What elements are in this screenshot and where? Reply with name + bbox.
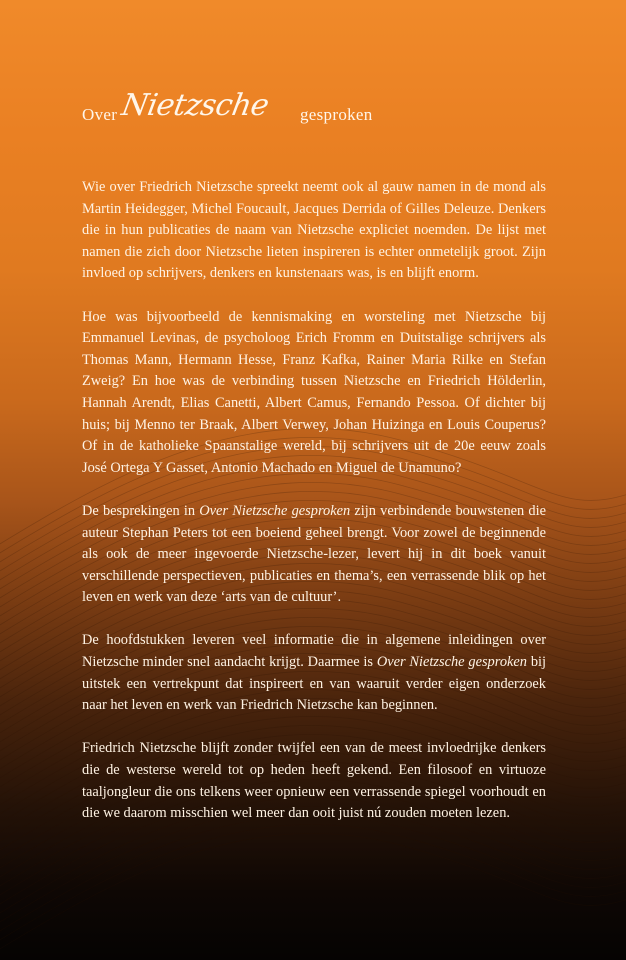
paragraph-text: bij uitstek een vertrekpunt dat inspireert en van waaruit verder eigen onderzoek naar het leven en werk van Friedrich Nietzsche kan beginnen. [82, 654, 547, 714]
paragraph-2 [82, 307, 546, 480]
title-word-over: Over [82, 105, 118, 124]
paragraph-1 [82, 177, 546, 285]
paragraph-text: Friedrich Nietzsche blijft zonder twijfel een van de meest invloedrijke denkers die de westerse wereld tot op heden heeft gekend. Een filosoof en virtuoze taaljongleur die ons telkens weer opnieuw een verrassende spiegel voorhoudt en die we daarom misschien wel meer dan ooit juist nú zouden moeten lezen. [82, 740, 546, 822]
paragraph-text: De hoofdstukken leveren veel informatie die in algemene inleidingen over Nietzsche minder snel aandacht krijgt. Daarmee is [82, 632, 546, 671]
book-title-italic: Over Nietzsche gesproken [199, 502, 351, 519]
title-word-gesproken: gesproken [300, 105, 373, 124]
paragraph-text: Wie over Friedrich Nietzsche spreekt neemt ook al gauw namen in de mond als Martin Heidegger, Michel Foucault, Jacques Derrida of Gilles Deleuze. Denkers die in hun publicaties de naam van Nietzsche expliciet noemden. De lijst met namen die zich door Nietzsche lieten inspireren is echter onmetelijk groot. Zijn invloed op schrijvers, denkers en kunstenaars was, is en blijft enorm. [82, 179, 546, 282]
title-script-nietzsche: Nietzsche [118, 88, 272, 123]
paragraph-5 [82, 738, 546, 824]
book-title [82, 88, 542, 148]
paragraph-4 [82, 630, 546, 716]
paragraph-text: Hoe was bijvoorbeeld de kennismaking en worsteling met Nietzsche bij Emmanuel Levinas, de psycholoog Erich Fromm en Duitstalige schrijvers als Thomas Mann, Hermann Hesse, Franz Kafka, Rainer Maria Rilke en Stefan Zweig? En hoe was de verbinding tussen Nietzsche en Friedrich Hölderlin, Hannah Arendt, Elias Canetti, Albert Camus, Fernando Pessoa. Of dichter bij huis; bij Menno ter Braak, Albert Verwey, Johan Huizinga en Louis Couperus? Of in de katholieke Spaanstalige wereld, bij schrijvers uit de 20e eeuw zoals José Ortega Y Gasset, Antonio Machado en Miguel de Unamuno? [82, 308, 546, 476]
book-title-italic: Over Nietzsche gesproken [376, 654, 527, 671]
paragraph-3 [82, 501, 546, 609]
paragraph-text: zijn verbindende bouwstenen die auteur Stephan Peters tot een boeiend geheel brengt. Voor zowel de beginnende als ook de meer ingevoerde Nietzsche-lezer, levert hij in dit boek vanuit verschillende perspectieven, publicaties en thema’s, een verrassende blik op het leven en werk van deze ‘arts van de cultuur’. [82, 502, 546, 606]
paragraph-text: De besprekingen in [82, 502, 200, 519]
back-cover-text [82, 177, 546, 846]
